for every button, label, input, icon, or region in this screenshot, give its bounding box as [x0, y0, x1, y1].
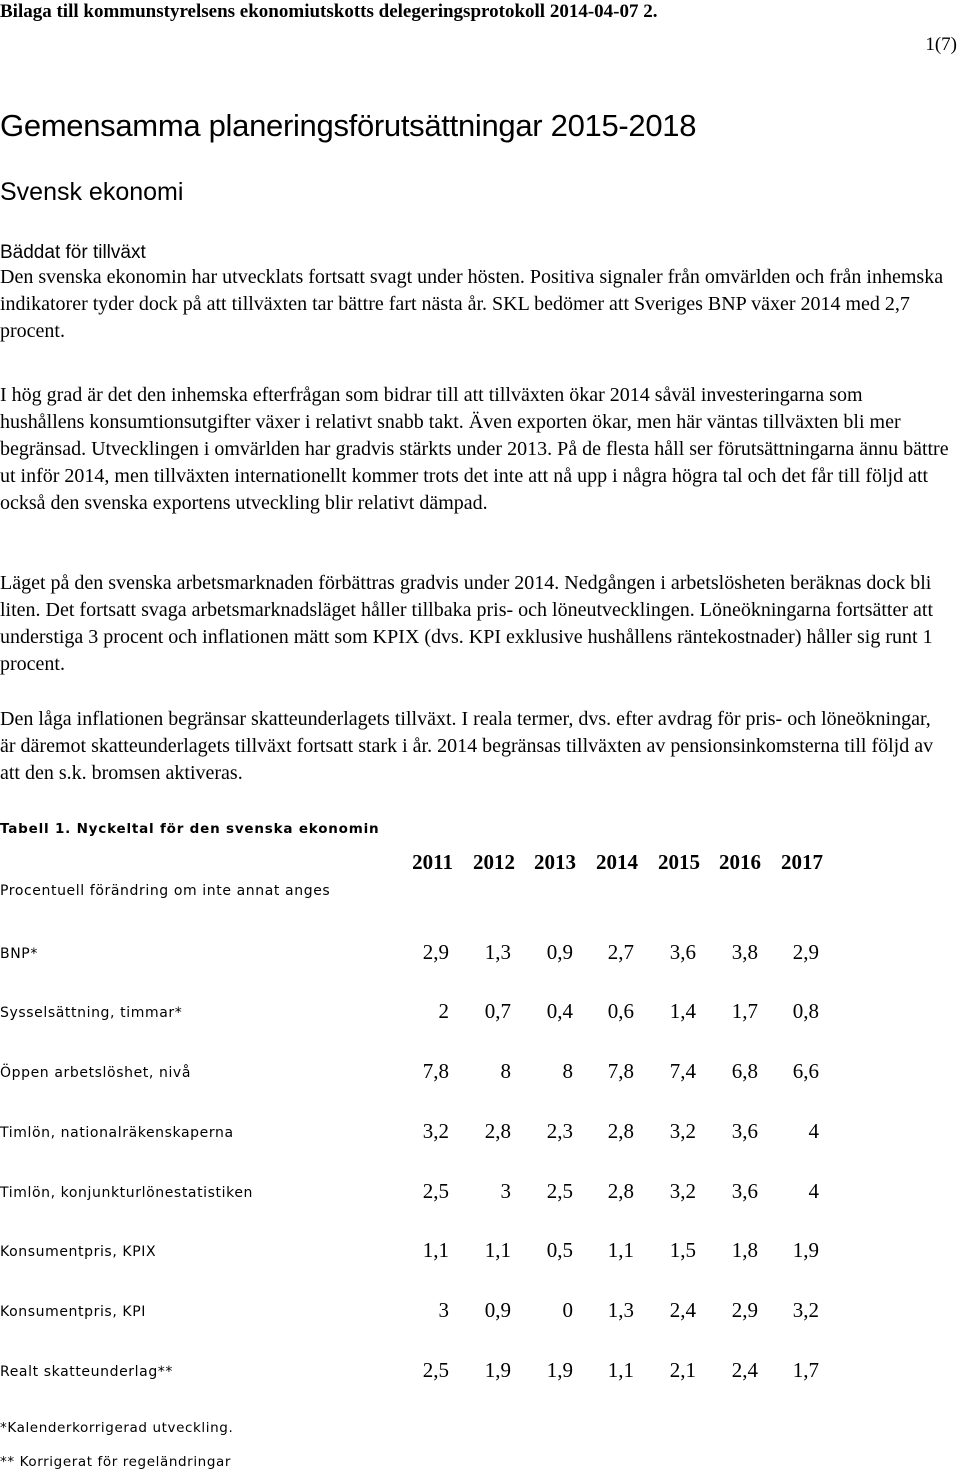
- table-cell: 7,4: [669, 1059, 696, 1083]
- table-cell: 0,8: [792, 999, 819, 1023]
- table-cell: 2,3: [546, 1119, 573, 1143]
- year-header: 2016: [719, 850, 761, 874]
- table-cell: 6,6: [792, 1059, 819, 1083]
- table-cell: 3,2: [669, 1119, 696, 1143]
- paragraph: Den svenska ekonomin har utvecklats fortsatt svagt under hösten. Positiva signaler från omvärlden och från inhemska indikatorer tyder dock på att tillväxten tar bättre fart nästa år. SKL bedömer att Sveriges BNP växer 2014 med 2,7 procent.: [0, 266, 944, 342]
- table-cell: 0,5: [546, 1238, 573, 1262]
- table-cell: 2,9: [731, 1298, 758, 1322]
- table-cell: 1,9: [792, 1238, 819, 1262]
- table-row: [0, 1238, 960, 1268]
- table-cell: 2,8: [607, 1119, 634, 1143]
- table-cell: 1,1: [607, 1238, 634, 1262]
- page-number: 1(7): [925, 34, 957, 55]
- table-cell: 2,5: [422, 1358, 449, 1382]
- row-label: Timlön, konjunkturlönestatistiken: [0, 1185, 254, 1201]
- row-label: Konsumentpris, KPIX: [0, 1244, 157, 1260]
- table-cell: 0,4: [546, 999, 573, 1023]
- table-cell: 3,6: [669, 940, 696, 964]
- table-row: [0, 1179, 960, 1209]
- table-cell: 1,3: [607, 1298, 634, 1322]
- table-cell: 2,7: [607, 940, 634, 964]
- document-title: Gemensamma planeringsförutsättningar 2015-2018: [0, 108, 697, 143]
- year-header: 2011: [412, 850, 453, 874]
- table-cell: 2,4: [731, 1358, 758, 1382]
- table-unit-note: Procentuell förändring om inte annat anges: [0, 883, 331, 899]
- paragraph: Den låga inflationen begränsar skatteunderlagets tillväxt. I reala termer, dvs. efter avdrag för pris- och löneökningar, är däremot skatteunderlagets tillväxt fortsatt stark i år. 2014 begränsas tillväxten av pensionsinkomsterna till följd av att den s.k. bromsen aktiveras.: [0, 708, 934, 784]
- table-cell: 1,5: [669, 1238, 696, 1262]
- table-cell: 3,6: [731, 1119, 758, 1143]
- year-header: 2013: [534, 850, 576, 874]
- table-cell: 3: [438, 1298, 449, 1322]
- table-cell: 3: [500, 1179, 511, 1203]
- table-cell: 3,2: [422, 1119, 449, 1143]
- table-row: [0, 1059, 960, 1089]
- table-row: [0, 1358, 960, 1388]
- year-header: 2012: [473, 850, 515, 874]
- table-cell: 0,9: [546, 940, 573, 964]
- table-cell: 2,9: [792, 940, 819, 964]
- year-header: 2015: [658, 850, 700, 874]
- table-footnote: *Kalenderkorrigerad utveckling.: [0, 1420, 234, 1436]
- table-cell: 2,4: [669, 1298, 696, 1322]
- table-cell: 4: [808, 1179, 819, 1203]
- table-cell: 2,8: [484, 1119, 511, 1143]
- table-cell: 7,8: [422, 1059, 449, 1083]
- table-cell: 1,1: [484, 1238, 511, 1262]
- table-cell: 1,8: [731, 1238, 758, 1262]
- table-cell: 1,3: [484, 940, 511, 964]
- table-cell: 1,9: [484, 1358, 511, 1382]
- year-header: 2014: [596, 850, 638, 874]
- table-cell: 8: [562, 1059, 573, 1083]
- table-cell: 0,6: [607, 999, 634, 1023]
- row-label: Konsumentpris, KPI: [0, 1304, 146, 1320]
- table-cell: 6,8: [731, 1059, 758, 1083]
- table-cell: 2: [438, 999, 449, 1023]
- table-cell: 2,9: [422, 940, 449, 964]
- table-cell: 1,7: [731, 999, 758, 1023]
- row-label: Öppen arbetslöshet, nivå: [0, 1065, 191, 1081]
- table-caption: Tabell 1. Nyckeltal för den svenska ekonomin: [0, 821, 380, 837]
- year-header: 2017: [781, 850, 823, 874]
- table-cell: 2,5: [546, 1179, 573, 1203]
- table-cell: 3,8: [731, 940, 758, 964]
- table-cell: 2,8: [607, 1179, 634, 1203]
- table-cell: 3,6: [731, 1179, 758, 1203]
- table-row: [0, 1298, 960, 1328]
- table-cell: 7,8: [607, 1059, 634, 1083]
- table-row: [0, 999, 960, 1029]
- table-footnote: ** Korrigerat för regeländringar: [0, 1454, 232, 1470]
- table-cell: 0,7: [484, 999, 511, 1023]
- table-cell: 1,1: [422, 1238, 449, 1262]
- section-heading: Svensk ekonomi: [0, 178, 184, 206]
- document-header: Bilaga till kommunstyrelsens ekonomiutskotts delegeringsprotokoll 2014-04-07 2.: [0, 1, 658, 22]
- row-label: Realt skatteunderlag**: [0, 1364, 174, 1380]
- subheading: Bäddat för tillväxt: [0, 242, 146, 263]
- table-cell: 1,4: [669, 999, 696, 1023]
- paragraph: Läget på den svenska arbetsmarknaden förbättras gradvis under 2014. Nedgången i arbetslösheten beräknas dock bli liten. Det fortsatt svaga arbetsmarknadsläget håller tillbaka pris- och löneutvecklingen. Löneökningarna fortsätter att understiga 3 procent och inflationen mätt som KPIX (dvs. KPI exklusive hushållens räntekostnader) håller sig runt 1 procent.: [0, 572, 934, 675]
- table-cell: 1,9: [546, 1358, 573, 1382]
- table-cell: 1,1: [607, 1358, 634, 1382]
- table-cell: 1,7: [792, 1358, 819, 1382]
- row-label: BNP*: [0, 946, 38, 962]
- paragraph: I hög grad är det den inhemska efterfrågan som bidrar till att tillväxten ökar 2014 såväl investeringarna som hushållens konsumtionsutgifter växer i relativt snabb takt. Även exporten ökar, men här väntas tillväxten bli mer begränsad. Utvecklingen i omvärlden har gradvis stärkts under 2013. På de flesta håll ser förutsättningarna ännu bättre ut inför 2014, men tillväxten internationellt kommer trots det inte att nå upp i några högra tal och det får till följd att också den svenska exportens utveckling blir relativt dämpad.: [0, 384, 949, 514]
- table-cell: 3,2: [792, 1298, 819, 1322]
- table-row: [0, 1119, 960, 1149]
- table-cell: 2,5: [422, 1179, 449, 1203]
- table-cell: 8: [500, 1059, 511, 1083]
- table-row: [0, 940, 960, 970]
- table-cell: 0: [562, 1298, 573, 1322]
- table-cell: 4: [808, 1119, 819, 1143]
- table-cell: 2,1: [669, 1358, 696, 1382]
- table-cell: 3,2: [669, 1179, 696, 1203]
- row-label: Timlön, nationalräkenskaperna: [0, 1125, 234, 1141]
- table-cell: 0,9: [484, 1298, 511, 1322]
- row-label: Sysselsättning, timmar*: [0, 1005, 183, 1021]
